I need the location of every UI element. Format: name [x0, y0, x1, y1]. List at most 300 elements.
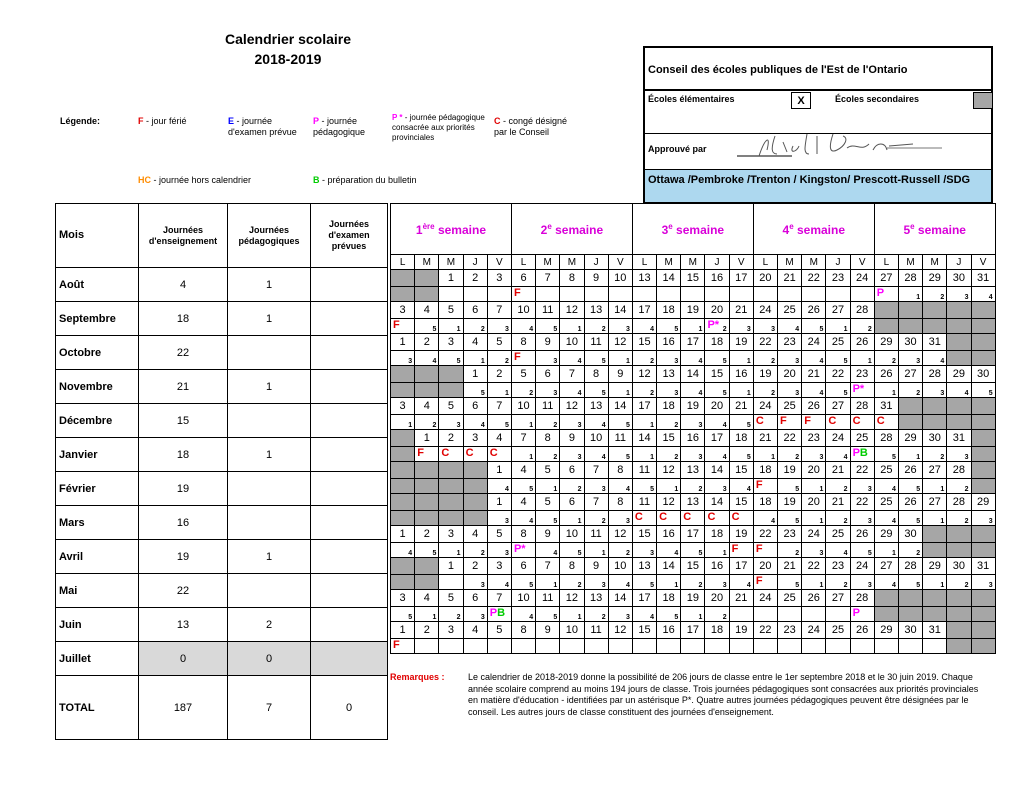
conseil-box: [643, 46, 993, 204]
day-number: 13: [632, 270, 656, 287]
day-number: 28: [947, 462, 971, 479]
day-number: 17: [681, 334, 705, 351]
cycle-day-number: 1: [819, 486, 824, 493]
cycle-day-number: 1: [698, 326, 703, 333]
day-number: 3: [487, 558, 511, 575]
month-row: [56, 336, 388, 370]
day-number: 18: [705, 622, 729, 639]
exam-days: [311, 370, 388, 404]
day-cycle: [898, 287, 922, 302]
day-number: 21: [729, 590, 753, 607]
cycle-day-number: 3: [746, 326, 751, 333]
day-number: 22: [753, 622, 777, 639]
day-number: 7: [584, 462, 608, 479]
cycle-day-number: 1: [577, 518, 582, 525]
day-cycle: [463, 351, 487, 366]
day-letter: L: [874, 255, 898, 270]
day-cycle: [923, 447, 947, 462]
day-cycle: [632, 383, 656, 398]
day-number: [391, 494, 415, 511]
week-header: 4e semaine: [753, 204, 874, 255]
calendar-grid: [390, 203, 996, 654]
day-number: 15: [705, 366, 729, 383]
cycle-day-number: 2: [480, 326, 485, 333]
cycle-day-number: 2: [722, 614, 727, 621]
day-number: [947, 590, 971, 607]
day-cycle: [826, 415, 850, 430]
month-row: [56, 472, 388, 506]
day-number: 12: [657, 494, 681, 511]
day-number: 23: [826, 558, 850, 575]
signature-image: [737, 128, 947, 166]
day-number: 1: [391, 334, 415, 351]
month-row: [56, 268, 388, 302]
exam-days: [311, 268, 388, 302]
day-cycle: [608, 639, 632, 654]
cycle-day-number: 5: [456, 358, 461, 365]
month-dates-row: [391, 622, 996, 639]
cycle-day-number: 5: [408, 614, 413, 621]
day-number: 31: [971, 558, 995, 575]
day-cycle: [778, 383, 802, 398]
day-cycle: [536, 287, 560, 302]
day-cycle: [753, 319, 777, 334]
day-letter: L: [632, 255, 656, 270]
day-cycle: [560, 607, 584, 622]
day-number: 6: [463, 398, 487, 415]
cycle-day-number: 1: [674, 582, 679, 589]
cycle-day-number: 4: [577, 390, 582, 397]
day-number: 10: [511, 398, 535, 415]
day-cycle: [657, 607, 681, 622]
day-number: 16: [705, 558, 729, 575]
day-cycle: [536, 607, 560, 622]
day-number: 21: [778, 270, 802, 287]
cycle-day-number: 1: [456, 326, 461, 333]
month-marks-row: [391, 415, 996, 430]
cycle-day-number: 1: [480, 358, 485, 365]
day-letter: V: [487, 255, 511, 270]
cycle-day-number: 3: [867, 582, 872, 589]
pedagogical-days: 0: [228, 642, 311, 676]
day-number: 22: [778, 430, 802, 447]
cycle-day-number: 2: [456, 614, 461, 621]
day-number: 24: [753, 398, 777, 415]
day-cycle: [560, 575, 584, 590]
exam-days: [311, 608, 388, 642]
day-number: 10: [560, 622, 584, 639]
day-number: 31: [971, 270, 995, 287]
cycle-day-number: 1: [408, 422, 413, 429]
total-row: [56, 676, 388, 740]
day-mark: P: [852, 607, 860, 619]
day-number: 24: [850, 558, 874, 575]
day-cycle: [947, 639, 971, 654]
cycle-day-number: 3: [940, 390, 945, 397]
day-number: 1: [415, 430, 439, 447]
day-number: 24: [826, 430, 850, 447]
day-cycle: [947, 575, 971, 590]
cycle-day-number: 4: [771, 518, 775, 525]
header-enseignement: Journées d'enseignement: [139, 204, 228, 268]
day-mark: C: [707, 511, 716, 523]
day-number: 20: [705, 398, 729, 415]
cycle-day-number: 2: [480, 550, 485, 557]
day-cycle: [584, 607, 608, 622]
day-number: [947, 398, 971, 415]
day-cycle: [391, 511, 415, 526]
day-cycle: [705, 319, 729, 334]
day-cycle: [681, 479, 705, 494]
day-cycle: [923, 607, 947, 622]
pedagogical-days: [228, 574, 311, 608]
teaching-days: 4: [139, 268, 228, 302]
header-mois: Mois: [56, 204, 139, 268]
day-cycle: [898, 383, 922, 398]
day-cycle: [826, 383, 850, 398]
cycle-day-number: 1: [940, 486, 945, 493]
cycle-day-number: 2: [505, 358, 509, 365]
day-cycle: [463, 447, 487, 462]
day-cycle: [923, 639, 947, 654]
day-number: 20: [705, 302, 729, 319]
day-cycle: [753, 287, 777, 302]
day-cycle: [826, 575, 850, 590]
day-number: 3: [391, 590, 415, 607]
day-number: 25: [874, 462, 898, 479]
ecoles-secondaires-checkbox[interactable]: [973, 92, 993, 109]
day-number: 12: [560, 590, 584, 607]
day-number: 5: [439, 590, 463, 607]
day-cycle: [923, 287, 947, 302]
day-number: 1: [391, 526, 415, 543]
day-number: 27: [874, 558, 898, 575]
document-title: Calendrier scolaire: [224, 31, 352, 47]
day-number: 5: [487, 334, 511, 351]
day-number: 7: [487, 590, 511, 607]
cycle-day-number: 3: [625, 326, 630, 333]
cycle-day-number: 4: [892, 486, 896, 493]
day-number: 11: [584, 526, 608, 543]
day-cycle: [947, 479, 971, 494]
day-number: 27: [826, 398, 850, 415]
cycle-day-number: 2: [795, 454, 800, 461]
cycle-day-number: 5: [867, 550, 872, 557]
day-cycle: [415, 575, 439, 590]
cycle-day-number: 3: [964, 294, 969, 301]
day-number: 3: [487, 270, 511, 287]
day-number: 17: [705, 430, 729, 447]
day-number: 13: [584, 398, 608, 415]
day-number: 3: [439, 526, 463, 543]
month-dates-row: [391, 270, 996, 287]
month-name: Mars: [56, 506, 139, 540]
day-number: [971, 334, 995, 351]
cycle-day-number: 1: [577, 614, 582, 621]
cycle-day-number: 4: [892, 582, 896, 589]
day-number: 16: [681, 430, 705, 447]
day-number: 13: [657, 366, 681, 383]
day-cycle: [657, 511, 681, 526]
day-cycle: [584, 287, 608, 302]
day-cycle: [657, 383, 681, 398]
cycle-day-number: 1: [916, 454, 921, 461]
day-cycle: [971, 351, 995, 366]
total-label: TOTAL: [56, 676, 139, 740]
day-number: 14: [705, 462, 729, 479]
month-row: [56, 506, 388, 540]
cycle-day-number: 3: [867, 518, 872, 525]
day-number: 27: [923, 494, 947, 511]
day-number: [874, 590, 898, 607]
cycle-day-number: 4: [577, 358, 582, 365]
day-cycle: [584, 319, 608, 334]
day-number: 15: [729, 494, 753, 511]
day-cycle: [632, 447, 656, 462]
day-cycle: [802, 383, 826, 398]
day-number: 4: [487, 430, 511, 447]
day-letter: M: [778, 255, 802, 270]
day-cycle: [487, 607, 511, 622]
day-cycle: [874, 351, 898, 366]
day-number: 24: [850, 270, 874, 287]
cycle-day-number: 4: [746, 582, 751, 589]
cycle-day-number: 1: [674, 486, 679, 493]
day-letter: M: [802, 255, 826, 270]
day-number: 20: [753, 270, 777, 287]
day-letter: J: [463, 255, 487, 270]
cycle-day-number: 3: [698, 454, 703, 461]
day-mark: P: [876, 287, 885, 299]
day-cycle: [391, 319, 415, 334]
day-number: 24: [753, 302, 777, 319]
day-number: 19: [778, 462, 802, 479]
month-row: [56, 438, 388, 472]
day-number: 10: [584, 430, 608, 447]
day-number: 3: [391, 398, 415, 415]
day-cycle: [850, 543, 874, 558]
day-number: [874, 302, 898, 319]
day-number: 29: [874, 622, 898, 639]
day-cycle: [681, 383, 705, 398]
day-cycle: [802, 511, 826, 526]
day-cycle: [705, 479, 729, 494]
cycle-day-number: 5: [916, 582, 921, 589]
day-number: 13: [681, 494, 705, 511]
day-number: 1: [463, 366, 487, 383]
day-cycle: [487, 447, 511, 462]
day-cycle: [705, 383, 729, 398]
day-cycle: [753, 511, 777, 526]
cycle-day-number: 1: [625, 390, 630, 397]
cycle-day-number: 2: [577, 582, 582, 589]
day-cycle: [826, 543, 850, 558]
day-number: 22: [802, 558, 826, 575]
exam-days: [311, 302, 388, 336]
day-cycle: [536, 575, 560, 590]
cycle-day-number: 3: [577, 422, 582, 429]
cycle-day-number: 4: [601, 422, 606, 429]
day-cycle: [850, 511, 874, 526]
day-cycle: [947, 511, 971, 526]
day-number: 17: [632, 398, 656, 415]
day-number: [463, 462, 487, 479]
day-number: 18: [705, 334, 729, 351]
day-number: 8: [511, 622, 535, 639]
cycle-day-number: 4: [408, 550, 413, 557]
month-row: [56, 574, 388, 608]
day-number: 21: [753, 430, 777, 447]
day-cycle: [463, 639, 487, 654]
cycle-day-number: 5: [577, 550, 582, 557]
cycle-day-number: 5: [698, 550, 703, 557]
day-cycle: [608, 287, 632, 302]
day-letter: M: [898, 255, 922, 270]
cycle-day-number: 1: [722, 550, 727, 557]
cycle-day-number: 4: [722, 422, 727, 429]
day-number: 16: [657, 526, 681, 543]
exam-days: [311, 574, 388, 608]
day-number: 11: [536, 398, 560, 415]
day-number: 9: [536, 526, 560, 543]
day-mark: PB: [852, 447, 868, 459]
day-cycle: [898, 543, 922, 558]
day-cycle: [778, 543, 802, 558]
day-number: [971, 590, 995, 607]
day-mark: F: [393, 639, 400, 651]
cycle-day-number: 1: [771, 454, 775, 461]
cycle-day-number: 3: [505, 550, 509, 557]
day-number: 28: [874, 430, 898, 447]
day-number: 16: [729, 366, 753, 383]
month-marks-row: [391, 319, 996, 334]
day-mark: F: [513, 287, 521, 299]
day-cycle: [439, 319, 463, 334]
day-number: 25: [826, 622, 850, 639]
day-cycle: [632, 415, 656, 430]
cycle-day-number: 3: [601, 582, 606, 589]
cycle-day-number: 1: [553, 486, 558, 493]
day-mark: PB: [489, 607, 506, 619]
cycle-day-number: 2: [892, 358, 896, 365]
day-number: 29: [923, 558, 947, 575]
day-cycle: [778, 639, 802, 654]
cycle-day-number: 1: [843, 326, 848, 333]
day-number: 20: [778, 366, 802, 383]
day-mark: C: [852, 415, 861, 427]
day-number: 7: [584, 494, 608, 511]
school-year: 2018-2019: [254, 51, 322, 67]
day-cycle: [681, 351, 705, 366]
day-number: 1: [439, 558, 463, 575]
day-cycle: [826, 607, 850, 622]
day-number: 11: [536, 302, 560, 319]
legend-item-pstar: P * - journée pédagogique consacrée aux priorités provinciales: [392, 113, 485, 142]
day-number: 14: [657, 270, 681, 287]
day-cycle: [802, 607, 826, 622]
cycle-day-number: 2: [771, 390, 775, 397]
day-cycle: [681, 415, 705, 430]
cycle-day-number: 5: [529, 582, 534, 589]
day-number: 7: [511, 430, 535, 447]
cycle-day-number: 3: [722, 582, 727, 589]
day-letter: V: [729, 255, 753, 270]
day-cycle: [850, 639, 874, 654]
day-letter: V: [850, 255, 874, 270]
day-number: 25: [778, 398, 802, 415]
ecoles-elementaires-checkbox[interactable]: X: [791, 92, 811, 109]
day-cycle: [487, 319, 511, 334]
cycle-day-number: 4: [746, 486, 751, 493]
day-mark: P*: [852, 383, 865, 395]
cycle-day-number: 5: [529, 486, 534, 493]
cycle-day-number: 4: [819, 390, 824, 397]
cycle-day-number: 5: [795, 486, 800, 493]
day-number: 24: [802, 622, 826, 639]
day-number: 12: [608, 622, 632, 639]
day-cycle: [778, 287, 802, 302]
day-cycle: [729, 447, 753, 462]
day-number: 23: [778, 526, 802, 543]
day-number: 12: [560, 302, 584, 319]
day-cycle: [415, 447, 439, 462]
day-cycle: [391, 575, 415, 590]
day-mark: C: [876, 415, 885, 427]
cycle-day-number: 5: [722, 358, 727, 365]
day-cycle: [778, 447, 802, 462]
month-name: Août: [56, 268, 139, 302]
cycle-day-number: 3: [988, 518, 993, 525]
day-number: [415, 270, 439, 287]
day-cycle: [923, 511, 947, 526]
cycle-day-number: 1: [916, 294, 921, 301]
pedagogical-days: 2: [228, 608, 311, 642]
day-cycle: [632, 543, 656, 558]
cycle-day-number: 4: [480, 422, 485, 429]
day-cycle: [391, 639, 415, 654]
day-number: 26: [898, 462, 922, 479]
month-name: Mai: [56, 574, 139, 608]
cycle-day-number: 4: [432, 358, 437, 365]
day-number: 30: [898, 622, 922, 639]
cycle-day-number: 3: [771, 326, 775, 333]
day-cycle: [415, 351, 439, 366]
day-number: 6: [463, 302, 487, 319]
day-cycle: [657, 543, 681, 558]
day-cycle: [778, 511, 802, 526]
day-number: 1: [439, 270, 463, 287]
cycle-day-number: 4: [505, 486, 509, 493]
month-name: Octobre: [56, 336, 139, 370]
day-cycle: [584, 351, 608, 366]
day-number: 27: [874, 270, 898, 287]
day-number: 29: [923, 270, 947, 287]
cycle-day-number: 3: [625, 614, 630, 621]
day-number: 8: [608, 462, 632, 479]
day-cycle: [463, 287, 487, 302]
day-number: 3: [391, 302, 415, 319]
pedagogical-days: [228, 472, 311, 506]
day-cycle: [705, 447, 729, 462]
day-number: 7: [487, 398, 511, 415]
total-pedagogical: 7: [228, 676, 311, 740]
day-cycle: [705, 511, 729, 526]
day-cycle: [391, 543, 415, 558]
day-cycle: [923, 543, 947, 558]
day-number: [415, 558, 439, 575]
day-cycle: [681, 287, 705, 302]
day-cycle: [632, 607, 656, 622]
